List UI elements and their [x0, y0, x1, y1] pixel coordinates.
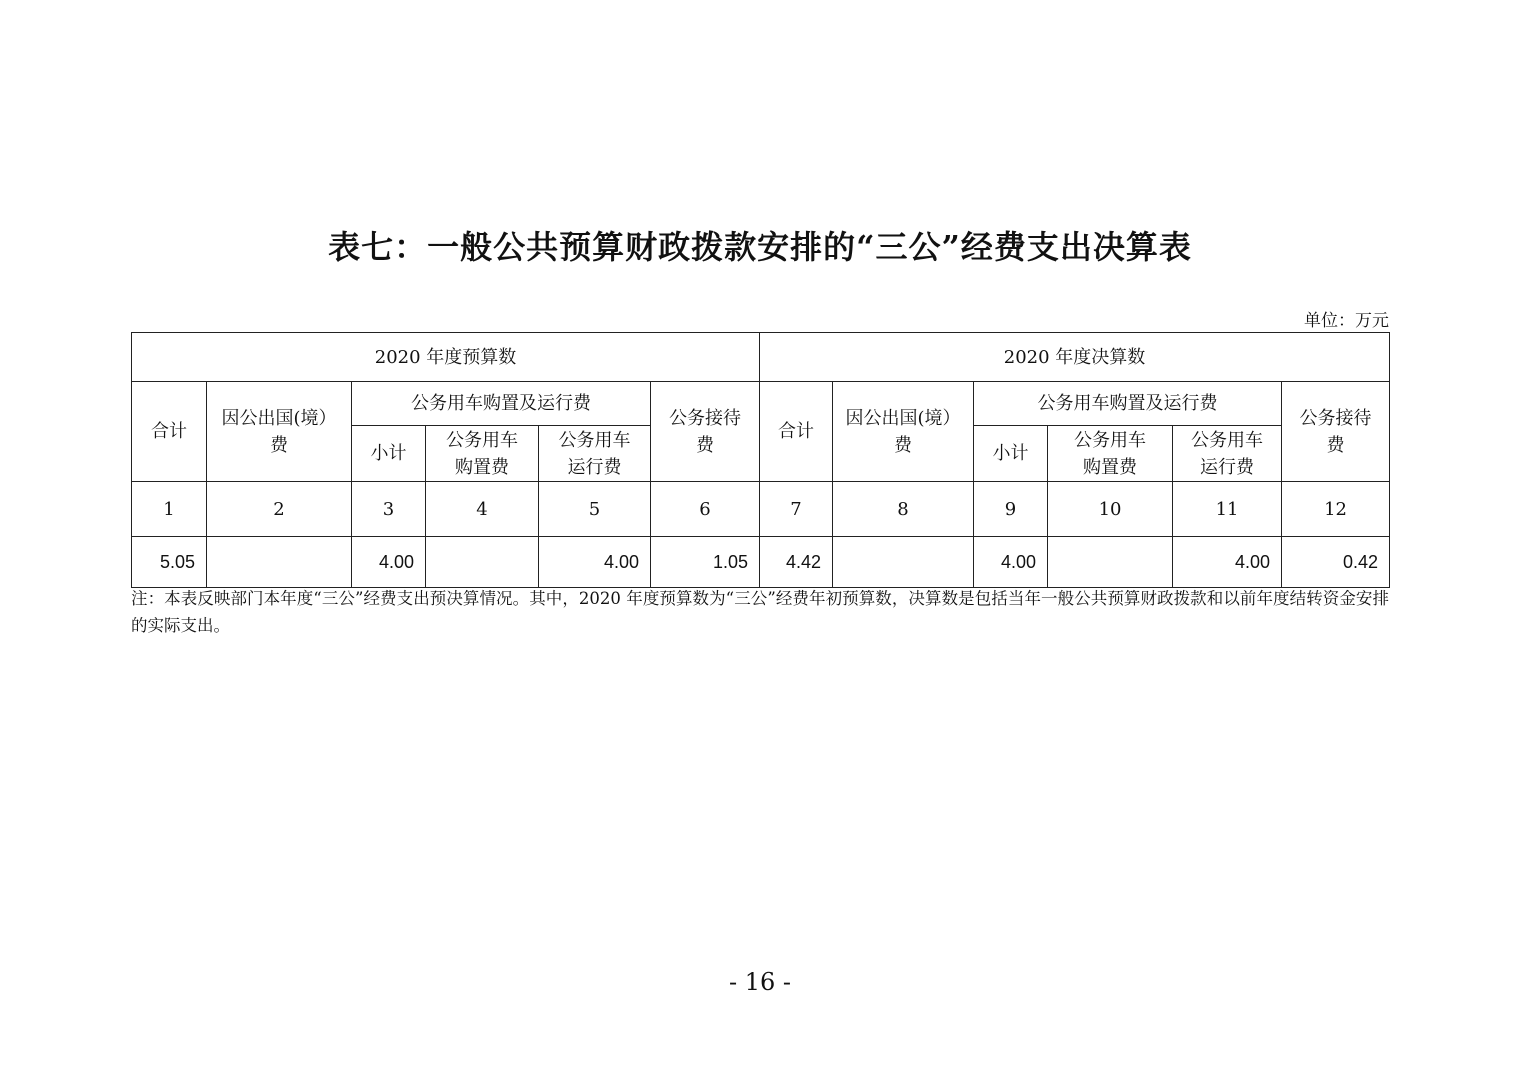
column-number: 1 [132, 482, 207, 537]
table-note: 注：本表反映部门本年度“三公”经费支出预决算情况。其中，2020 年度预算数为“三公”经费年初预算数，决算数是包括当年一般公共预算财政拨款和以前年度结转资金安排的实际支出。 [131, 589, 1389, 635]
three-public-expenditure-table [131, 332, 1390, 588]
final-operation-line1: 公务用车 [1191, 429, 1264, 451]
final-reception-line1: 公务接待 [1299, 407, 1372, 429]
final-abroad-line2: 费 [894, 434, 913, 456]
budget-purchase-header [426, 426, 539, 482]
budget-purchase-value [426, 537, 539, 588]
final-purchase-line2: 购置费 [1083, 456, 1138, 478]
final-total-value: 4.42 [760, 537, 833, 588]
final-abroad-value [833, 537, 974, 588]
column-number: 11 [1173, 482, 1282, 537]
final-purchase-header [1048, 426, 1173, 482]
column-number: 6 [651, 482, 760, 537]
final-purchase-line1: 公务用车 [1074, 429, 1147, 451]
final-reception-header [1282, 382, 1390, 482]
budget-group-header: 2020 年度预算数 [132, 333, 760, 382]
final-group-header: 2020 年度决算数 [760, 333, 1390, 382]
unit-label: 单位：万元 [1304, 311, 1389, 331]
budget-abroad-line1: 因公出国(境） [221, 407, 337, 429]
final-total-header: 合计 [760, 382, 833, 482]
column-number: 12 [1282, 482, 1390, 537]
column-number-row [132, 482, 1390, 537]
column-number: 3 [352, 482, 426, 537]
budget-operation-line2: 运行费 [567, 456, 622, 478]
final-abroad-header [833, 382, 974, 482]
final-vehicle-group-header: 公务用车购置及运行费 [974, 382, 1282, 426]
final-abroad-line1: 因公出国(境） [845, 407, 961, 429]
budget-operation-line1: 公务用车 [558, 429, 631, 451]
budget-reception-line1: 公务接待 [669, 407, 742, 429]
budget-abroad-header [207, 382, 352, 482]
budget-operation-value: 4.00 [539, 537, 651, 588]
column-number: 8 [833, 482, 974, 537]
budget-reception-value: 1.05 [651, 537, 760, 588]
final-reception-value: 0.42 [1282, 537, 1390, 588]
final-operation-value: 4.00 [1173, 537, 1282, 588]
budget-purchase-line2: 购置费 [455, 456, 509, 478]
budget-subtotal-value: 4.00 [352, 537, 426, 588]
final-subtotal-header: 小计 [974, 426, 1048, 482]
final-subtotal-value: 4.00 [974, 537, 1048, 588]
budget-reception-header [651, 382, 760, 482]
final-purchase-value [1048, 537, 1173, 588]
budget-total-header: 合计 [132, 382, 207, 482]
budget-subtotal-header: 小计 [352, 426, 426, 482]
column-number: 4 [426, 482, 539, 537]
column-number: 7 [760, 482, 833, 537]
budget-abroad-line2: 费 [270, 434, 288, 456]
budget-total-value: 5.05 [132, 537, 207, 588]
column-number: 5 [539, 482, 651, 537]
budget-operation-header [539, 426, 651, 482]
data-row [132, 537, 1390, 588]
budget-reception-line2: 费 [696, 434, 715, 456]
final-operation-header [1173, 426, 1282, 482]
budget-abroad-value [207, 537, 352, 588]
column-number: 9 [974, 482, 1048, 537]
budget-purchase-line1: 公务用车 [446, 429, 518, 451]
final-reception-line2: 费 [1326, 434, 1345, 456]
budget-vehicle-group-header: 公务用车购置及运行费 [352, 382, 651, 426]
final-operation-line2: 运行费 [1200, 456, 1255, 478]
column-number: 2 [207, 482, 352, 537]
page-number: - 16 - [728, 968, 791, 996]
page-title: 表七：一般公共预算财政拨款安排的“三公”经费支出决算表 [328, 228, 1192, 266]
column-number: 10 [1048, 482, 1173, 537]
